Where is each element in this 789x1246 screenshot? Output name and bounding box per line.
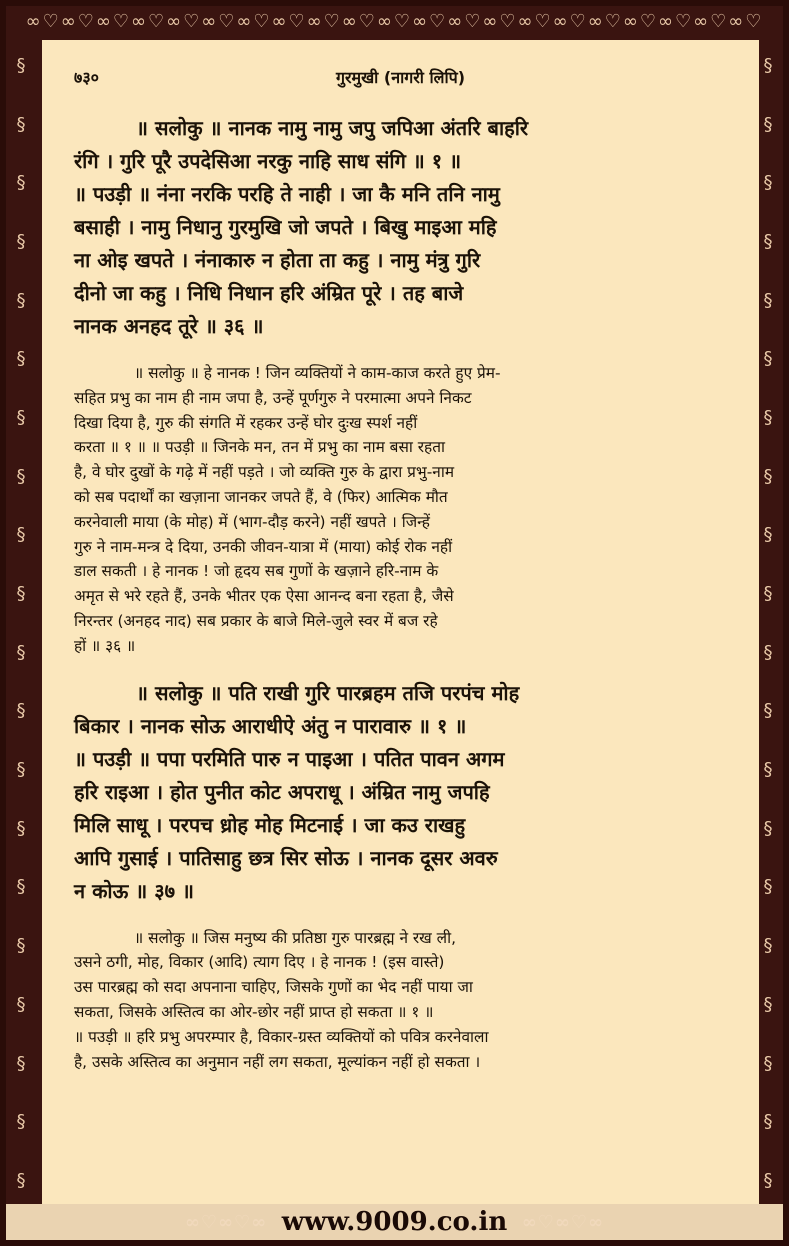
meaning-line: को सब पदार्थों का खज़ाना जानकर जपते हैं, वे (फिर) आत्मिक मौत: [74, 487, 448, 506]
meaning-line: हों ॥ ३६ ॥: [74, 636, 136, 655]
verse-line: ना ओइ खपते । नंनाकारु न होता ता कहु । नामु मंत्रु गुरि: [74, 248, 481, 272]
verse-line: रंगि । गुरि पूरै उपदेसिआ नरकु नाहि साध संगि ॥ १ ॥: [74, 149, 462, 173]
verse-line: बिकार । नानक सोऊ आराधीऐ अंतु न पारावारु ॥ १ ॥: [74, 713, 467, 738]
meaning-36: [74, 361, 727, 659]
footer-bar: [6, 1204, 783, 1240]
meaning-line: सहित प्रभु का नाम ही नाम जपा है, उन्हें पूर्णगुरु ने परमात्मा अपने निकट: [74, 388, 472, 407]
meaning-line: निरन्तर (अनहद नाद) सब प्रकार के बाजे मिले-जुले स्वर में बज रहे: [74, 611, 438, 630]
meaning-line: है, उसके अस्तित्व का अनुमान नहीं लग सकता, मूल्यांकन नहीं हो सकता ।: [74, 1052, 481, 1071]
meaning-line: करनेवाली माया (के मोह) में (भाग-दौड़ करने) नहीं खपते । जिन्हें: [74, 512, 430, 531]
meaning-37: [74, 926, 727, 1075]
verse-line: ॥ पउड़ी ॥ पपा परमिति पारु न पाइआ । पतित पावन अगम: [74, 746, 505, 771]
meaning-line: करता ॥ १ ॥ ॥ पउड़ी ॥ जिनके मन, तन में प्रभु का नाम बसा रहता: [74, 438, 445, 457]
meaning-line: डाल सकती । हे नानक ! जो हृदय सब गुणों के खज़ाने हरि-नाम के: [74, 562, 439, 581]
page-content: [42, 40, 759, 1216]
verse-line: मिलि साधू । परपच ध्रोह मोह मिटनाई । जा कउ राखहु: [74, 812, 466, 837]
verse-line: नानक अनहद तूरे ॥ ३६ ॥: [74, 314, 264, 338]
meaning-line: दिखा दिया है, गुरु की संगति में रहकर उन्हें घोर दुःख स्पर्श नहीं: [74, 413, 418, 432]
verse-36: [74, 112, 727, 343]
meaning-line: उसने ठगी, मोह, विकार (आदि) त्याग दिए । हे नानक ! (इस वास्ते): [74, 953, 445, 972]
right-border-ornament: § § § § § § § § § § § § § § § § § § § §: [763, 54, 773, 1191]
meaning-line: ॥ सलोकु ॥ जिस मनुष्य की प्रतिष्ठा गुरु पारब्रह्म ने रख ली,: [134, 928, 456, 947]
meaning-line: ॥ पउड़ी ॥ हरि प्रभु अपरम्पार है, विकार-ग्रस्त व्यक्तियों को पवित्र करनेवाला: [74, 1027, 489, 1046]
verse-line: बसाही । नामु निधानु गुरमुखि जो जपते । बिखु माइआ महि: [74, 215, 497, 239]
meaning-line: उस पारब्रह्म को सदा अपनाना चाहिए, जिसके गुणों का भेद नहीं पाया जा: [74, 978, 473, 997]
page-title: गुरमुखी (नागरी लिपि): [335, 68, 466, 87]
left-border-ornament: § § § § § § § § § § § § § § § § § § § §: [16, 54, 26, 1191]
flourish-left-icon: ∞♡∞♡∞: [184, 1211, 282, 1233]
verse-37: [74, 677, 727, 908]
meaning-line: ॥ सलोकु ॥ हे नानक ! जिन व्यक्तियों ने काम-काज करते हुए प्रेम-: [134, 364, 501, 382]
meaning-line: सकता, जिसके अस्तित्व का ओर-छोर नहीं प्राप्त हो सकता ॥ १ ॥: [74, 1002, 434, 1021]
verse-line: ॥ सलोकु ॥ नानक नामु नामु जपु जपिआ अंतरि बाहरि: [136, 116, 529, 140]
verse-line: हरि राइआ । होत पुनीत कोट अपराधू । अंम्रित नामु जपहि: [74, 779, 490, 804]
verse-line: आपि गुसाई । पातिसाहु छत्र सिर सोऊ । नानक दूसर अवरु: [74, 845, 498, 870]
verse-line: ॥ सलोकु ॥ पति राखी गुरि पारब्रहम तजि परपंच मोह: [136, 680, 520, 705]
page-header: [74, 66, 727, 88]
meaning-line: है, वे घोर दुखों के गढ़े में नहीं पड़ते । जो व्यक्ति गुरु के द्वारा प्रभु-नाम: [74, 463, 455, 482]
meaning-line: अमृत से भरे रहते हैं, उनके भीतर एक ऐसा आनन्द बना रहता है, जैसे: [74, 587, 454, 606]
verse-line: दीनो जा कहु । निधि निधान हरि अंम्रित पूरे । तह बाजे: [74, 281, 464, 305]
flourish-right-icon: ∞♡∞♡∞: [507, 1211, 605, 1233]
meaning-line: गुरु ने नाम-मन्त्र दे दिया, उनकी जीवन-यात्रा में (माया) कोई रोक नहीं: [74, 537, 453, 556]
website-url[interactable]: www.9009.co.in: [281, 1207, 508, 1237]
top-border-ornament: ∞♡∞♡∞♡∞♡∞♡∞♡∞♡∞♡∞♡∞♡∞♡∞♡∞♡∞♡∞♡∞♡∞♡∞♡∞♡∞♡∞♡: [25, 10, 764, 32]
verse-line: ॥ पउड़ी ॥ नंना नरकि परहि ते नाही । जा कै मनि तनि नामु: [74, 182, 500, 206]
page-number: ७३०: [74, 68, 99, 87]
verse-line: न कोऊ ॥ ३७ ॥: [74, 878, 194, 903]
